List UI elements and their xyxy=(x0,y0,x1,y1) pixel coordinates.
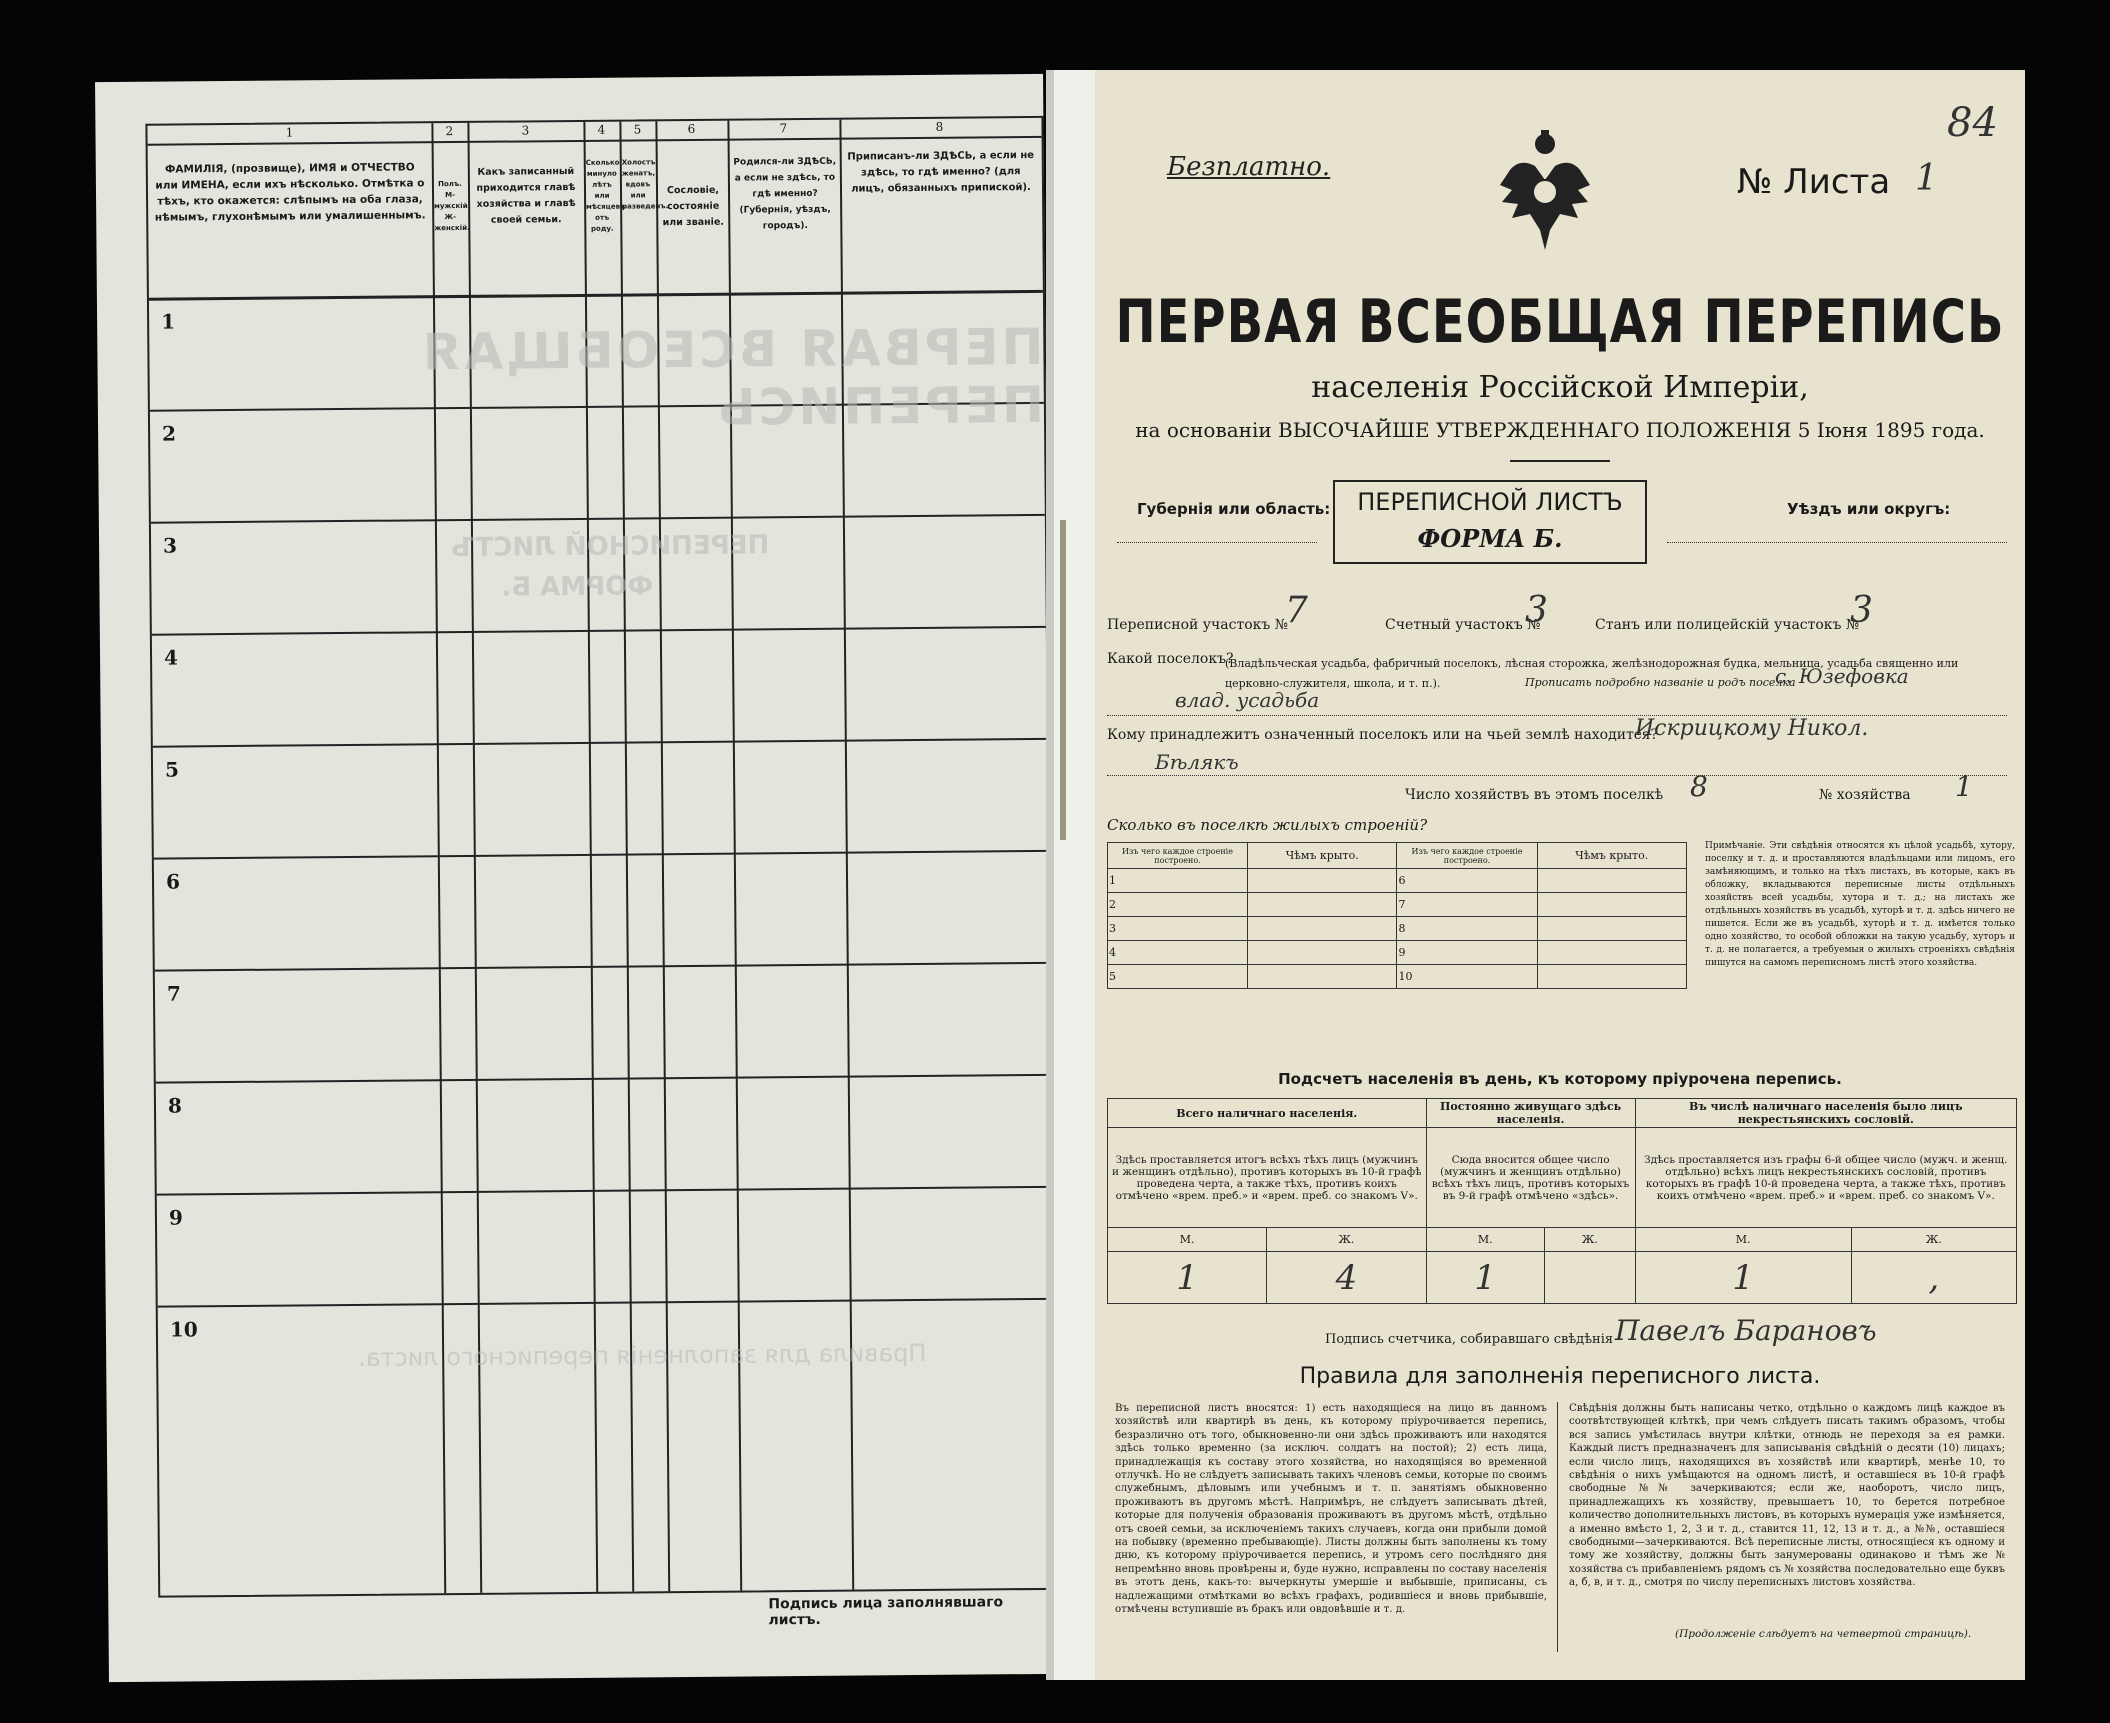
buildings-cell[interactable] xyxy=(1248,965,1397,989)
row-divider xyxy=(155,962,1049,972)
count-desc-permanent: Сюда вносится общее число (мужчинъ и женщинъ отдѣльно) всѣхъ тѣхъ лицъ, противъ которыхъ въ 9-й графѣ отмѣчено «здѣсь». xyxy=(1426,1128,1635,1228)
count-nonpeasant-m[interactable]: 1 xyxy=(1635,1252,1851,1304)
settlement-label: Какой поселокъ? xyxy=(1107,651,1234,667)
page-basis: на основаніи ВЫСОЧАЙШЕ УТВЕРЖДЕННАГО ПОЛОЖЕНІЯ 5 Іюня 1895 года. xyxy=(1135,418,1985,442)
counting-label: Счетный участокъ № xyxy=(1385,617,1541,633)
sheet-number-value: 1 xyxy=(1915,158,1938,199)
bleed-through-rules: Правила для заполненія переписного листа. xyxy=(358,1338,927,1372)
buildings-row-number: 2 xyxy=(1108,893,1248,917)
buildings-table xyxy=(1107,842,1687,989)
count-desc-present: Здѣсь проставляется итогъ всѣхъ тѣхъ лицъ (мужчинъ и женщинъ отдѣльно), противъ которыхъ въ 10-й графѣ проведена черта, а также тѣхъ, противъ коихъ отмѣчено «врем. преб.» и «врем. преб. со знакомъ V». xyxy=(1108,1128,1427,1228)
form-title-box xyxy=(1333,480,1647,564)
buildings-cell[interactable] xyxy=(1537,917,1687,941)
district-label: Уѣздъ или округъ: xyxy=(1787,500,1951,518)
province-label: Губернія или область: xyxy=(1137,500,1331,518)
count-present-m[interactable]: 1 xyxy=(1108,1252,1267,1304)
households-value[interactable]: 8 xyxy=(1690,770,1708,803)
page-title: ПЕРВАЯ ВСЕОБЩАЯ ПЕРЕПИСЬ xyxy=(1115,287,2005,357)
rules-title: Правила для заполненія переписного листа. xyxy=(1299,1364,1821,1389)
buildings-cell[interactable] xyxy=(1248,869,1397,893)
column-number: 7 xyxy=(779,121,788,136)
row-number: 7 xyxy=(166,981,182,1006)
row-number: 5 xyxy=(164,757,180,782)
row-number: 3 xyxy=(162,533,178,558)
corner-number: 84 xyxy=(1947,100,1998,146)
count-desc-nonpeasant: Здѣсь проставляется изъ графы 6-й общее число (мужч. и женщ. отдѣльно) всѣхъ лицъ некрестьянскихъ сословій, противъ которыхъ въ графѣ 10-й проведена черта, а также тѣхъ, противъ коихъ отмѣчено «врем. преб.» и «врем. преб. со знакомъ V». xyxy=(1635,1128,2016,1228)
settlement-hint2: Прописать подробно названіе и родъ поселка xyxy=(1525,676,1796,689)
rules-continued: (Продолженіе слѣдуетъ на четвертой страницѣ). xyxy=(1675,1628,1972,1640)
count-m-label: М. xyxy=(1426,1228,1544,1252)
buildings-cell[interactable] xyxy=(1248,917,1397,941)
header-divider xyxy=(149,290,1043,301)
buildings-cell[interactable] xyxy=(1537,941,1687,965)
buildings-note: Примѣчаніе. Эти свѣдѣнія относятся къ цѣлой усадьбѣ, хутору, поселку и т. д. и проставляются владѣльцами или лицомъ, его замѣняющимъ, и только на тѣхъ листахъ, въ которые, какъ въ обложку, вкладываются переписные листы отдѣльныхъ хозяйствъ всей усадьбы, хутора и т. д.; на листахъ же отдѣльныхъ хозяйствъ въ усадьбѣ, хуторѣ и т. д. здѣсь ничего не пишется. Если же въ усадьбѣ, хуторѣ и т. д. имѣется только одно хозяйство, то особой обложки на такую усадьбу, хуторъ и т. д. не полагается, а требуемыя о жилыхъ строеніяхъ свѣдѣнія пишутся на самомъ переписномъ листѣ этого хозяйства. xyxy=(1705,841,2015,968)
column-header-sex: Полъ. М-мужскій. Ж-женскій. xyxy=(434,179,471,233)
left-page xyxy=(95,74,1057,1682)
spine-edge xyxy=(1046,70,1054,1680)
owner-label: Кому принадлежитъ означенный поселокъ или на чьей землѣ находится? xyxy=(1107,727,1658,743)
column-number: 1 xyxy=(285,125,294,140)
census-table xyxy=(145,116,1056,1598)
buildings-row-number: 6 xyxy=(1397,869,1537,893)
column-number: 8 xyxy=(935,119,944,134)
bleed-through-form-name: ФОРМА Б. xyxy=(501,571,654,603)
buildings-cell[interactable] xyxy=(1537,893,1687,917)
settlement-hint: (Владѣльческая усадьба, фабричный поселокъ, лѣсная сторожка, желѣзнодорожная будка, мельница, усадьба священно или церковно-служителя, школа, и т. п.). xyxy=(1225,657,1959,690)
binding-thread xyxy=(1060,520,1066,840)
buildings-cell[interactable] xyxy=(1537,869,1687,893)
buildings-head-what: Изъ чего каждое строеніе построено. xyxy=(1397,843,1537,869)
row-number: 4 xyxy=(163,645,179,670)
buildings-row-number: 8 xyxy=(1397,917,1537,941)
precinct-label: Переписной участокъ № xyxy=(1107,617,1288,633)
households-label: Число хозяйствъ въ этомъ поселкѣ xyxy=(1405,787,1664,803)
count-head-permanent: Постоянно живущаго здѣсь населенія. xyxy=(1426,1099,1635,1128)
count-f-label: Ж. xyxy=(1267,1228,1426,1252)
enumerator-signature-label: Подпись счетчика, собиравшаго свѣдѣнія xyxy=(1325,1332,1614,1347)
column-number: 4 xyxy=(597,122,606,137)
count-nonpeasant-f[interactable]: , xyxy=(1851,1252,2016,1304)
count-head-nonpeasant: Въ числѣ наличнаго населенія было лицъ некрестьянскихъ сословій. xyxy=(1635,1099,2016,1128)
right-page xyxy=(1095,70,2025,1680)
buildings-row-number: 5 xyxy=(1108,965,1248,989)
column-header-relation: Какъ записанный приходится главѣ хозяйства и главѣ своей семьи. xyxy=(476,165,576,226)
district-field[interactable] xyxy=(1667,542,2007,543)
column-header-age: Сколько минуло лѣтъ или мѣсяцевъ отъ роду. xyxy=(585,158,626,233)
buildings-cell[interactable] xyxy=(1248,893,1397,917)
buildings-row-number: 7 xyxy=(1397,893,1537,917)
column-number: 5 xyxy=(633,122,642,137)
column-header-born: Родился-ли ЗДѢСЬ, а если не здѣсь, то гдѣ именно? (Губернія, уѣздъ, городъ). xyxy=(733,156,837,232)
row-divider xyxy=(153,738,1047,748)
column-header-registered: Приписанъ-ли ЗДѢСЬ, а если не здѣсь, то гдѣ именно? (для лицъ, обязанныхъ припиской). xyxy=(847,149,1035,195)
column-number: 6 xyxy=(687,121,696,136)
buildings-row-number: 4 xyxy=(1108,941,1248,965)
column-header-estate: Сословіе, состояніе или званіе. xyxy=(662,184,725,229)
form-title: ПЕРЕПИСНОЙ ЛИСТЪ xyxy=(1357,488,1623,516)
buildings-row-number: 3 xyxy=(1108,917,1248,941)
column-number: 3 xyxy=(521,123,530,138)
count-f-label: Ж. xyxy=(1544,1228,1635,1252)
buildings-row-number: 10 xyxy=(1397,965,1537,989)
settlement-line xyxy=(1107,715,2007,716)
row-number: 1 xyxy=(161,309,176,334)
enumerator-signature[interactable]: Павелъ Барановъ xyxy=(1615,1314,1877,1347)
count-m-label: М. xyxy=(1108,1228,1267,1252)
population-count-table xyxy=(1107,1098,2017,1304)
count-f-label: Ж. xyxy=(1851,1228,2016,1252)
household-no-label: № хозяйства xyxy=(1819,787,1911,803)
row-divider xyxy=(152,626,1046,636)
precinct-value[interactable]: 7 xyxy=(1285,590,1308,631)
rules-left-column: Въ переписной листъ вносятся: 1) есть находящіеся на лицо въ данномъ хозяйствѣ или квартирѣ въ день, къ которому пріурочивается перепись, безразлично отъ того, обыкновенно-ли они здѣсь проживаютъ или находятся здѣсь только временно (за исключ. солдатъ на постой); 2) есть лица, принадлежащія къ составу этого хозяйства, но находящіяся во временной отлучкѣ. Но не слѣдуетъ записывать такихъ членовъ семьи, которые по своимъ служебнымъ, дѣловымъ или учебнымъ и т. п. занятіямъ обыкновенно проживаютъ въ другомъ мѣстѣ. Напримѣръ, не слѣдуетъ записывать дѣтей, которые для полученія образованія проживаютъ въ другомъ мѣстѣ, отдѣльно отъ своей семьи, за исключеніемъ такихъ случаевъ, когда они прибыли домой на побывку (временно пребывающіе). Листы должны быть заполнены къ тому дню, къ которому пріурочивается перепись, и утромъ сего послѣдняго дня непремѣнно вновь провѣрены и, буде нужно, исправлены по составу населенія въ этотъ день, какъ-то: вычеркнуты умершіе и выбывшіе, приписаны, съ надлежащими отмѣтками во всѣхъ графахъ, родившіеся и вновь прибывшіе, отмѣчены вступившіе въ бракъ или овдовѣвшіе и т. д. xyxy=(1115,1403,1547,1616)
owner-value[interactable]: Искрицкому Никол. xyxy=(1635,716,1869,741)
row-divider xyxy=(157,1186,1051,1196)
left-signature-label: Подпись лица заполнявшаго листъ. xyxy=(768,1594,1004,1629)
count-permanent-f[interactable] xyxy=(1544,1252,1635,1304)
buildings-label: Сколько въ поселкѣ жилыхъ строеній? xyxy=(1107,816,1428,834)
page-subtitle: населенія Россійской Имперіи, xyxy=(1311,370,1809,405)
column-header-marital: Холостъ, женатъ, вдовъ или разведенъ. xyxy=(621,158,669,211)
buildings-row-number: 9 xyxy=(1397,941,1537,965)
count-m-label: М. xyxy=(1635,1228,1851,1252)
buildings-cell[interactable] xyxy=(1248,941,1397,965)
province-field[interactable] xyxy=(1117,542,1317,543)
row-number: 9 xyxy=(168,1205,183,1230)
title-rule xyxy=(1510,460,1610,462)
rules-right-column: Свѣдѣнія должны быть написаны четко, отдѣльно о каждомъ лицѣ каждое въ соотвѣтствующей клѣткѣ, при чемъ слѣдуетъ писать такимъ образомъ, чтобы вся запись умѣстилась внутри клѣтки, отнюдь не переходя за ея рамки. Каждый листъ предназначенъ для записыванія свѣдѣній о десяти (10) лицахъ; если число лицъ, находящихся въ хозяйствѣ или квартирѣ, менѣе 10, то свѣдѣнія о нихъ умѣщаются на одномъ листѣ, и оставшіеся въ 10-й графѣ свободные №№ зачеркиваются; если же, наоборотъ, число лицъ, принадлежащихъ къ хозяйству, превышаетъ 10, то берется потребное количество дополнительныхъ листовъ, въ которыхъ нумерація уже измѣняется, а именно вмѣсто 1, 2, 3 и т. д., ставится 11, 12, 13 и т. д., а №№, оставшіеся свободными—зачеркиваются. Всѣ переписные листы, относящіеся къ одному и тому же хозяйству, должны быть занумерованы одинаково и тѣмъ же № хозяйства съ прибавленіемъ рядомъ съ № хозяйства последовательно еще буквъ а, б, в, и т. д., смотря по числу переписныхъ листовъ хозяйства. xyxy=(1569,1403,2005,1589)
rules-divider xyxy=(1557,1402,1558,1652)
count-title: Подсчетъ населенія въ день, къ которому пріурочена перепись. xyxy=(1278,1070,1842,1088)
form-header-box xyxy=(1107,480,2017,560)
row-divider xyxy=(156,1074,1050,1084)
sheet-number-label: № Листа xyxy=(1737,162,1891,202)
buildings-row-number: 1 xyxy=(1108,869,1248,893)
count-present-f[interactable]: 4 xyxy=(1267,1252,1426,1304)
row-number: 6 xyxy=(165,869,181,894)
row-number: 2 xyxy=(162,421,177,446)
row-divider xyxy=(154,850,1048,860)
free-label: Безплатно. xyxy=(1167,152,1331,182)
column-header-name: ФАМИЛІЯ, (прозвище), ИМЯ и ОТЧЕСТВО или ИМЕНА, если ихъ нѣсколько. Отмѣтка о тѣхъ, кто окажется: слѣпымъ на оба глаза, нѣмымъ, глухонѣмымъ или умалишеннымъ. xyxy=(154,161,426,224)
buildings-head-roof: Чѣмъ крыто. xyxy=(1537,843,1687,869)
row-number: 10 xyxy=(169,1317,198,1342)
bleed-through-form: ПЕРЕПИСНОЙ ЛИСТЪ xyxy=(450,530,770,564)
buildings-head-roof: Чѣмъ крыто. xyxy=(1248,843,1397,869)
row-number: 8 xyxy=(167,1093,182,1118)
row-divider xyxy=(151,514,1045,524)
stan-label: Станъ или полицейскій участокъ № xyxy=(1595,617,1860,633)
owner-value-2[interactable]: Бѣлякъ xyxy=(1155,750,1239,774)
bleed-through-title: ПЕРВАЯ ВСЕОБЩАЯ ПЕРЕПИСЬ xyxy=(419,317,1045,437)
imperial-eagle-icon xyxy=(1490,130,1600,260)
settlement-value[interactable]: с. Юзефовка xyxy=(1775,664,1909,688)
household-no-value[interactable]: 1 xyxy=(1955,770,1973,803)
stan-value[interactable]: 3 xyxy=(1850,590,1873,631)
buildings-cell[interactable] xyxy=(1537,965,1687,989)
count-head-present: Всего наличнаго населенія. xyxy=(1108,1099,1427,1128)
settlement-value-2[interactable]: влад. усадьба xyxy=(1175,688,1320,712)
owner-line xyxy=(1107,775,2007,776)
count-permanent-m[interactable]: 1 xyxy=(1426,1252,1544,1304)
form-name: ФОРМА Б. xyxy=(1417,524,1563,553)
column-number: 2 xyxy=(445,124,454,139)
counting-value[interactable]: 3 xyxy=(1525,590,1548,631)
buildings-head-what: Изъ чего каждое строеніе построено. xyxy=(1108,843,1248,869)
row-divider xyxy=(158,1298,1052,1308)
